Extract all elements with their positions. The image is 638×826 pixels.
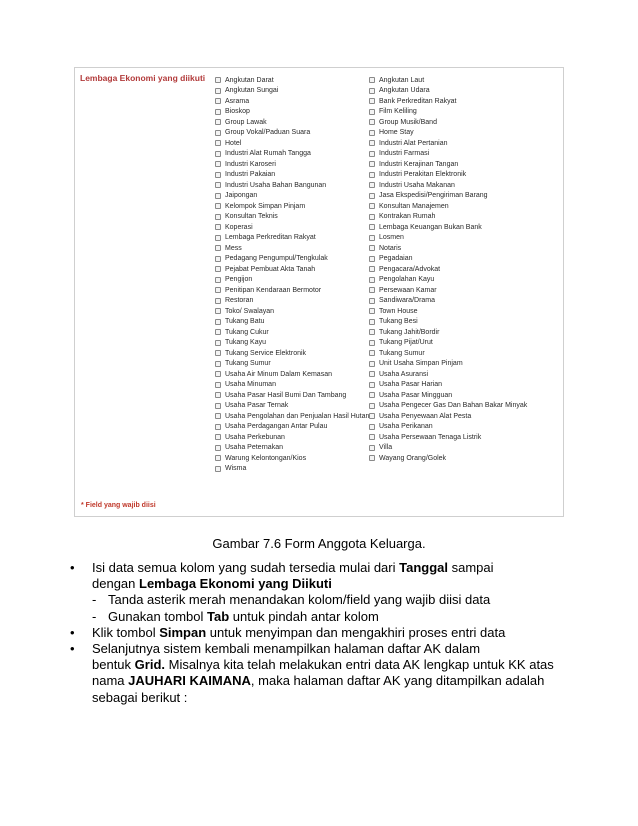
checkbox[interactable] (215, 130, 221, 136)
checkbox-item[interactable] (215, 264, 369, 275)
checkbox-item[interactable] (369, 117, 527, 128)
checkbox[interactable] (215, 277, 221, 283)
checkbox-label: Pengijon (225, 276, 253, 284)
checkbox[interactable] (215, 203, 221, 209)
text-run: Selanjutnya sistem kembali menampilkan halaman daftar AK dalam (92, 641, 481, 657)
checkbox-label: Hotel (225, 139, 242, 147)
checkbox-label: Losmen (379, 234, 404, 242)
checkbox-label: Usaha Asuransi (379, 370, 429, 378)
dash-item (64, 592, 584, 608)
checkbox[interactable] (215, 308, 221, 314)
checkbox[interactable] (369, 98, 375, 104)
text-run: untuk pindah antar kolom (229, 608, 379, 624)
checkbox[interactable] (369, 340, 375, 346)
text-run: Tanda asterik merah menandakan kolom/field yang wajib diisi data (108, 592, 491, 608)
checkbox[interactable] (215, 382, 221, 388)
checkbox-label: Usaha Perdagangan Antar Pulau (225, 423, 328, 431)
checkbox-label: Industri Pakaian (225, 171, 276, 179)
text-run: sampai (447, 560, 494, 575)
checkbox-label: Jaipongan (225, 192, 258, 200)
checkbox-label: Tukang Service Elektronik (225, 349, 307, 357)
checkbox-item[interactable] (369, 348, 527, 359)
checkbox[interactable] (215, 392, 221, 398)
checkbox-item[interactable] (215, 117, 369, 128)
checkbox-item[interactable] (215, 464, 369, 475)
checkbox-item[interactable] (369, 285, 527, 296)
bullet-item (64, 560, 584, 576)
text-run: , maka halaman daftar AK yang ditampilkan adalah (250, 673, 545, 689)
checkbox-label: Penitipan Kendaraan Bermotor (225, 286, 322, 294)
checkbox-label: Industri Farmasi (379, 150, 430, 158)
checkbox[interactable] (369, 455, 375, 461)
checkbox-item[interactable] (215, 327, 369, 338)
checkbox[interactable] (215, 172, 221, 178)
checkbox[interactable] (369, 214, 375, 220)
checkbox-item[interactable] (215, 191, 369, 202)
checkbox-label: Home Stay (379, 129, 414, 137)
checkbox[interactable] (369, 403, 375, 409)
checkbox-label: Lembaga Perkreditan Rakyat (225, 234, 316, 242)
checkbox-label: Usaha Persewaan Tenaga Listrik (379, 433, 482, 441)
text-run: Gunakan tombol (108, 608, 208, 624)
checkbox[interactable] (215, 287, 221, 293)
dash-icon: - (92, 592, 97, 608)
checkbox-item[interactable] (369, 411, 527, 422)
checkbox-label: Konsultan Teknis (225, 213, 278, 221)
checkbox-label: Tukang Jahit/Bordir (379, 328, 440, 336)
checkbox-label: Group Vokal/Paduan Suara (225, 129, 311, 137)
checkbox[interactable] (215, 224, 221, 230)
checkbox-label: Industri Alat Pertanian (379, 139, 448, 147)
checkbox-label: Toko/ Swalayan (225, 307, 275, 315)
checkbox[interactable] (215, 350, 221, 356)
checkbox[interactable] (215, 466, 221, 472)
checkbox-label: Angkutan Laut (379, 76, 425, 84)
checkbox[interactable] (369, 130, 375, 136)
checkbox-label: Pegadaian (379, 255, 413, 263)
checkbox-item[interactable] (215, 138, 369, 149)
checkbox[interactable] (369, 445, 375, 451)
checkbox-item[interactable] (369, 191, 527, 202)
checkbox-item[interactable] (215, 443, 369, 454)
checkbox-item[interactable] (369, 222, 527, 233)
checkbox-label: Industri Karoseri (225, 160, 276, 168)
checkbox-label: Industri Kerajinan Tangan (379, 160, 459, 168)
checkbox-item[interactable] (369, 390, 527, 401)
checkbox-label: Usaha Pengecer Gas Dan Bahan Bakar Minyak (379, 402, 528, 410)
checkbox-item[interactable] (369, 317, 527, 328)
required-field-note: * Field yang wajib diisi (81, 502, 156, 509)
form-screenshot (74, 67, 564, 517)
checkbox-item[interactable] (215, 390, 369, 401)
checkbox-item[interactable] (215, 233, 369, 244)
checkbox-label: Film Keliling (379, 108, 417, 116)
checkbox[interactable] (369, 77, 375, 83)
checkbox-item[interactable] (215, 212, 369, 223)
checkbox-label: Industri Perakitan Elektronik (379, 171, 467, 179)
text-run: untuk menyimpan dan mengakhiri proses entri data (206, 624, 506, 640)
bold-run: JAUHARI KAIMANA (128, 673, 251, 689)
figure-caption: Gambar 7.6 Form Anggota Keluarga. (212, 536, 426, 551)
checkbox-item[interactable] (369, 254, 527, 265)
bullet-continuation (64, 673, 584, 689)
checkbox[interactable] (369, 182, 375, 188)
checkbox[interactable] (369, 256, 375, 262)
checkbox-item[interactable] (369, 149, 527, 160)
bullet-icon: • (70, 560, 75, 575)
checkbox-item[interactable] (369, 138, 527, 149)
bold-run: Tab (207, 608, 230, 624)
checkbox-item[interactable] (215, 75, 369, 86)
checkbox-label: Kelompok Simpan Pinjam (225, 202, 306, 210)
checkbox-item[interactable] (369, 128, 527, 139)
checkbox-item[interactable] (215, 338, 369, 349)
bullet-item (64, 641, 584, 657)
bullet-item (64, 625, 584, 641)
checkbox[interactable] (369, 361, 375, 367)
bullet-continuation (64, 690, 584, 706)
checkbox[interactable] (369, 109, 375, 115)
checkbox-label: Industri Usaha Makanan (379, 181, 455, 189)
checkbox-label: Usaha Pasar Hasil Bumi Dan Tambang (225, 391, 347, 399)
checkbox[interactable] (369, 277, 375, 283)
checkbox-item[interactable] (369, 380, 527, 391)
checkbox-item[interactable] (215, 275, 369, 286)
checkbox[interactable] (215, 403, 221, 409)
checkbox-label: Tukang Pijat/Urut (379, 339, 433, 347)
checkbox[interactable] (215, 298, 221, 304)
text-run: bentuk (92, 657, 135, 673)
checkbox[interactable] (369, 140, 375, 146)
checkbox-label: Bank Perkreditan Rakyat (379, 97, 457, 105)
checkbox[interactable] (369, 235, 375, 241)
checkbox-label: Tukang Sumur (379, 349, 425, 357)
checkbox-label: Bioskop (225, 108, 250, 116)
text-run: sebagai berikut : (92, 689, 188, 705)
checkbox-item[interactable] (215, 243, 369, 254)
checkbox[interactable] (369, 245, 375, 251)
checkbox-label: Villa (379, 444, 393, 452)
bold-run: Lembaga Ekonomi yang Diikuti (139, 576, 332, 592)
checkbox-label: Tukang Besi (379, 318, 418, 326)
checkbox[interactable] (215, 319, 221, 325)
checkbox-item[interactable] (369, 159, 527, 170)
checkbox-item[interactable] (215, 170, 369, 181)
checkbox-item[interactable] (369, 180, 527, 191)
checkbox-item[interactable] (369, 201, 527, 212)
checkbox-label: Lembaga Keuangan Bukan Bank (379, 223, 482, 231)
checkbox-item[interactable] (369, 96, 527, 107)
checkbox-label: Town House (379, 307, 418, 315)
checkbox-item[interactable] (369, 264, 527, 275)
checkbox[interactable] (215, 140, 221, 146)
checkbox-item[interactable] (369, 422, 527, 433)
checkbox-item[interactable] (215, 422, 369, 433)
checkbox-item[interactable] (369, 453, 527, 464)
checkbox[interactable] (369, 193, 375, 199)
checkbox[interactable] (369, 434, 375, 440)
checkbox-item[interactable] (369, 306, 527, 317)
checkbox-item[interactable] (215, 201, 369, 212)
checkbox-label: Tukang Sumur (225, 360, 271, 368)
checkbox-item[interactable] (215, 159, 369, 170)
checkbox-label: Usaha Pasar Harian (379, 381, 443, 389)
checkbox-label: Usaha Pengolahan dan Penjualan Hasil Hutan (225, 412, 370, 420)
checkbox[interactable] (215, 256, 221, 262)
checkbox-item[interactable] (215, 86, 369, 97)
checkbox-item[interactable] (215, 128, 369, 139)
checkbox-item[interactable] (215, 96, 369, 107)
checkbox[interactable] (215, 235, 221, 241)
checkbox[interactable] (215, 182, 221, 188)
checkbox[interactable] (369, 350, 375, 356)
checkbox-item[interactable] (215, 369, 369, 380)
checkbox-item[interactable] (369, 327, 527, 338)
checkbox-item[interactable] (215, 453, 369, 464)
text-run: Misalnya kita telah melakukan entri data AK lengkap untuk KK atas (165, 657, 554, 673)
checkbox-label: Usaha Perikanan (379, 423, 433, 431)
checkbox-label: Tukang Kayu (225, 339, 266, 347)
checkbox[interactable] (215, 193, 221, 199)
checkbox-label: Unit Usaha Simpan Pinjam (379, 360, 463, 368)
checkbox-item[interactable] (369, 401, 527, 412)
checkbox-label: Koperasi (225, 223, 253, 231)
bold-run: Grid. (134, 657, 165, 673)
checkbox-label: Tukang Batu (225, 318, 265, 326)
checkbox[interactable] (215, 413, 221, 419)
checkbox-item[interactable] (215, 432, 369, 443)
checkbox-label: Industri Alat Rumah Tangga (225, 150, 311, 158)
checkbox-item[interactable] (369, 359, 527, 370)
checkbox-item[interactable] (215, 222, 369, 233)
checkbox-label: Usaha Peternakan (225, 444, 283, 452)
checkbox-label: Mess (225, 244, 242, 252)
instructions (64, 560, 584, 706)
checkbox-item[interactable] (369, 443, 527, 454)
checkbox[interactable] (369, 119, 375, 125)
checkbox-label: Warung Kelontongan/Kios (225, 454, 307, 462)
checkbox-label: Restoran (225, 297, 254, 305)
checkbox-item[interactable] (215, 285, 369, 296)
text-run: dengan (92, 576, 139, 592)
bold-run: Tanggal (399, 560, 448, 575)
checkbox[interactable] (215, 109, 221, 115)
checkbox-label: Wisma (225, 465, 247, 473)
bold-run: Simpan (159, 624, 207, 640)
checkbox[interactable] (369, 424, 375, 430)
checkbox-item[interactable] (369, 243, 527, 254)
checkbox-label: Angkutan Udara (379, 87, 430, 95)
checkbox-item[interactable] (369, 369, 527, 380)
checkbox[interactable] (369, 224, 375, 230)
checkbox-item[interactable] (215, 411, 369, 422)
checkbox[interactable] (369, 413, 375, 419)
checkbox-label: Asrama (225, 97, 250, 105)
checkbox-label: Group Musik/Band (379, 118, 437, 126)
checkbox[interactable] (215, 245, 221, 251)
checkbox-item[interactable] (369, 86, 527, 97)
checkbox[interactable] (215, 371, 221, 377)
checkbox[interactable] (369, 287, 375, 293)
checkbox-label: Pengolahan Kayu (379, 276, 435, 284)
checkbox-label: Pejabat Pembuat Akta Tanah (225, 265, 316, 273)
checkbox[interactable] (369, 298, 375, 304)
checkbox[interactable] (215, 329, 221, 335)
checkbox-label: Pengacara/Advokat (379, 265, 441, 273)
checkbox[interactable] (369, 319, 375, 325)
checkbox[interactable] (215, 214, 221, 220)
checkbox-item[interactable] (369, 275, 527, 286)
checkbox-item[interactable] (369, 432, 527, 443)
checkbox[interactable] (215, 161, 221, 167)
dash-item (64, 609, 584, 625)
checkbox-column-right (369, 75, 527, 464)
checkbox-item[interactable] (215, 359, 369, 370)
bullet-icon: • (70, 641, 75, 657)
checkbox-label: Usaha Minuman (225, 381, 276, 389)
checkbox[interactable] (215, 434, 221, 440)
checkbox-label: Usaha Pasar Ternak (225, 402, 289, 410)
checkbox-item[interactable] (215, 306, 369, 317)
checkbox[interactable] (369, 203, 375, 209)
checkbox-item[interactable] (369, 75, 527, 86)
checkbox-item[interactable] (215, 107, 369, 118)
checkbox-item[interactable] (215, 348, 369, 359)
checkbox[interactable] (369, 329, 375, 335)
checkbox-item[interactable] (215, 296, 369, 307)
checkbox-label: Group Lawak (225, 118, 267, 126)
checkbox[interactable] (215, 77, 221, 83)
checkbox[interactable] (215, 340, 221, 346)
checkbox-item[interactable] (215, 401, 369, 412)
checkbox[interactable] (215, 445, 221, 451)
checkbox-label: Wayang Orang/Golek (379, 454, 447, 462)
checkbox[interactable] (369, 371, 375, 377)
checkbox-item[interactable] (369, 296, 527, 307)
checkbox-label: Angkutan Darat (225, 76, 274, 84)
checkbox[interactable] (369, 308, 375, 314)
checkbox[interactable] (369, 172, 375, 178)
dash-icon: - (92, 608, 97, 624)
bullet-continuation (64, 657, 584, 673)
checkbox[interactable] (215, 151, 221, 157)
checkbox-label: Notaris (379, 244, 402, 252)
checkbox[interactable] (215, 266, 221, 272)
checkbox-item[interactable] (215, 380, 369, 391)
checkbox[interactable] (369, 151, 375, 157)
text-run: nama (92, 673, 129, 689)
checkbox[interactable] (369, 382, 375, 388)
checkbox[interactable] (215, 88, 221, 94)
checkbox-item[interactable] (369, 170, 527, 181)
checkbox-label: Usaha Perkebunan (225, 433, 285, 441)
checkbox[interactable] (215, 98, 221, 104)
text-run: Isi data semua kolom yang sudah tersedia mulai dari (92, 560, 400, 575)
checkbox-label: Usaha Air Minum Dalam Kemasan (225, 370, 332, 378)
checkbox-item[interactable] (369, 107, 527, 118)
checkbox-label: Tukang Cukur (225, 328, 269, 336)
checkbox[interactable] (369, 88, 375, 94)
checkbox[interactable] (369, 161, 375, 167)
checkbox-item[interactable] (215, 180, 369, 191)
checkbox-item[interactable] (369, 233, 527, 244)
checkbox[interactable] (215, 455, 221, 461)
checkbox[interactable] (369, 392, 375, 398)
checkbox-label: Konsultan Manajemen (379, 202, 449, 210)
checkbox-item[interactable] (215, 317, 369, 328)
checkbox-label: Persewaan Kamar (379, 286, 437, 294)
checkbox-label: Sandiwara/Drama (379, 297, 436, 305)
checkbox-label: Industri Usaha Bahan Bangunan (225, 181, 327, 189)
checkbox-item[interactable] (369, 338, 527, 349)
checkbox[interactable] (215, 424, 221, 430)
lembaga-ekonomi-label: Lembaga Ekonomi yang diikuti (80, 73, 206, 83)
text-run: Klik tombol (92, 624, 160, 640)
checkbox-label: Jasa Ekspedisi/Pengiriman Barang (379, 192, 488, 200)
checkbox-label: Kontrakan Rumah (379, 213, 436, 221)
checkbox[interactable] (215, 119, 221, 125)
checkbox[interactable] (215, 361, 221, 367)
checkbox-label: Pedagang Pengumpul/Tengkulak (225, 255, 328, 263)
checkbox-column-left (215, 75, 369, 474)
checkbox-label: Usaha Penyewaan Alat Pesta (379, 412, 472, 420)
bullet-continuation (64, 576, 584, 592)
bullet-icon: • (70, 624, 75, 640)
checkbox-item[interactable] (369, 212, 527, 223)
checkbox-label: Usaha Pasar Mingguan (379, 391, 453, 399)
checkbox-label: Angkutan Sungai (225, 87, 279, 95)
checkbox-item[interactable] (215, 254, 369, 265)
checkbox-item[interactable] (215, 149, 369, 160)
checkbox[interactable] (369, 266, 375, 272)
